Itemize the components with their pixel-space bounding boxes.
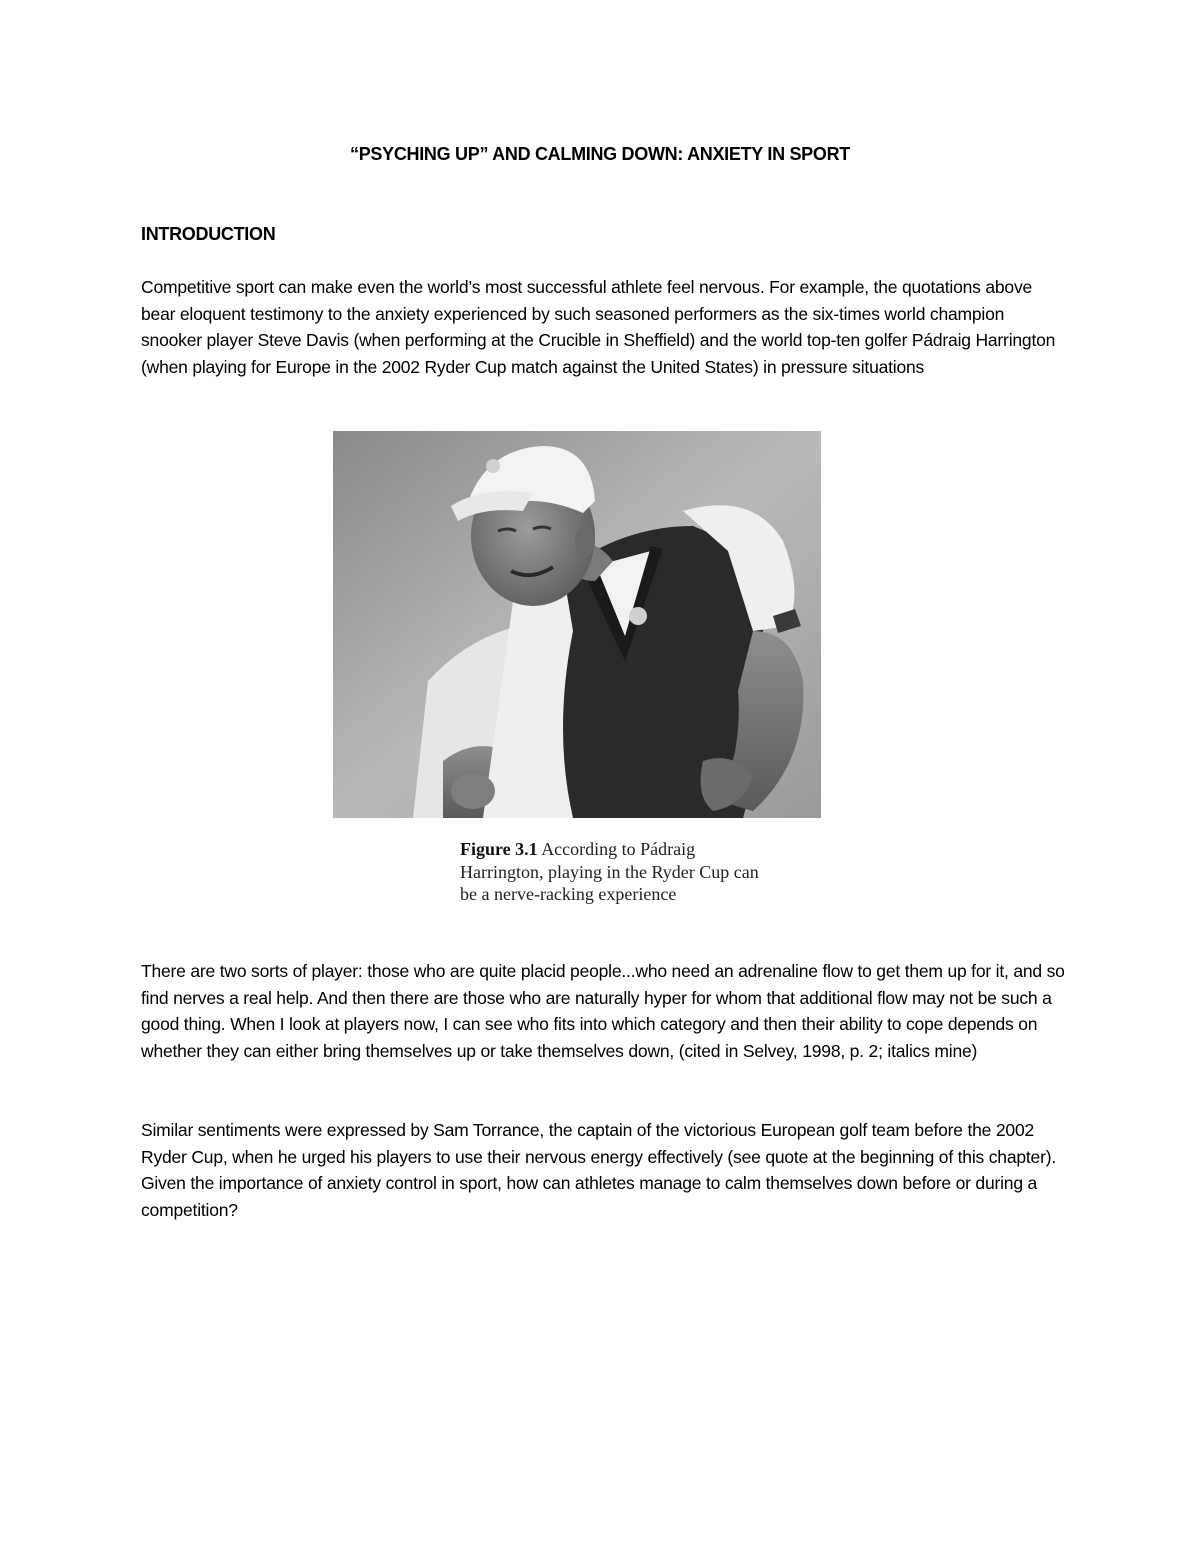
section-heading: INTRODUCTION: [141, 224, 276, 244]
quote-paragraph: There are two sorts of player: those who are quite placid people...who need an adrenaline flow to get them up for it, and so find nerves a real help. And then there are those who are naturally hyper for whom that additional flow may not be such a good thing. When I look at players now, I can see who fits into which category and then their ability to cope depends on whether they can either bring themselves up or take themselves down, (cited in Selvey, 1998, p. 2; italics mine): [141, 961, 1065, 1061]
closing-paragraph: Similar sentiments were expressed by Sam Torrance, the captain of the victorious European golf team before the 2002 Ryder Cup, when he urged his players to use their nervous energy effectively (see quote at the beginning of this chapter). Given the importance of anxiety control in sport, how can athletes manage to calm themselves down before or during a competition?: [141, 1120, 1056, 1220]
figure-label: Figure 3.1: [460, 839, 538, 859]
intro-paragraph: Competitive sport can make even the world’s most successful athlete feel nervous. For example, the quotations above bear eloquent testimony to the anxiety experienced by such seasoned performers as the six-times world champion snooker player Steve Davis (when performing at the Crucible in Sheffield) and the world top-ten golfer Pádraig Harrington (when playing for Europe in the 2002 Ryder Cup match against the United States) in pressure situations: [141, 277, 1056, 377]
figure-caption: [460, 838, 780, 906]
figure-caption-text: According to Pádraig Harrington, playing in the Ryder Cup can be a nerve-racking experience: [460, 839, 759, 904]
figure-photo: [333, 431, 821, 818]
document-title: “PSYCHING UP” AND CALMING DOWN: ANXIETY IN SPORT: [350, 144, 850, 164]
